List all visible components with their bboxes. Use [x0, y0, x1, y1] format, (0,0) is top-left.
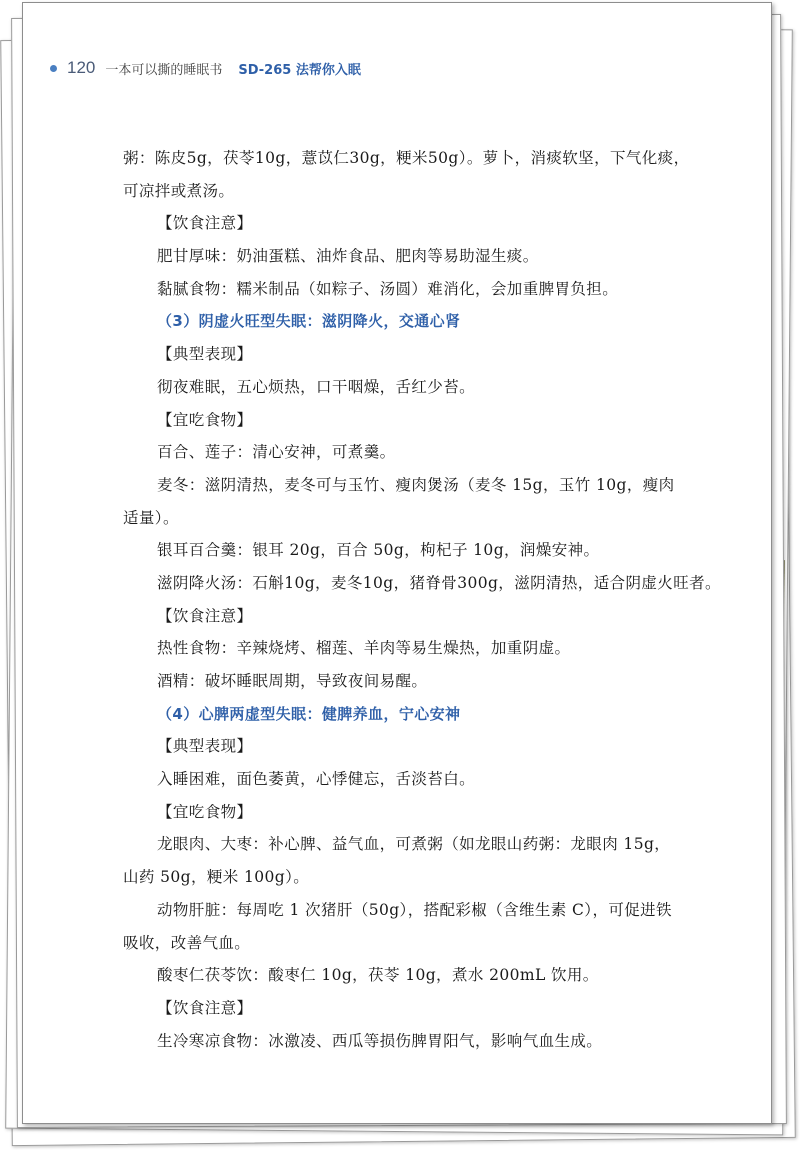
text-line: 滋阴降火汤：石斛10g，麦冬10g，猪脊骨300g，滋阴清热，适合阴虚火旺者。 [157, 573, 721, 592]
subsection-label: 【宜吃食物】 [157, 410, 253, 429]
subsection-label: 【饮食注意】 [157, 998, 253, 1017]
header-bullet-icon [50, 65, 57, 72]
section-heading: （3）阴虚火旺型失眠：滋阴降火，交通心肾 [157, 312, 461, 331]
text-line: 粥：陈皮5g，茯苓10g，薏苡仁30g，粳米50g）。萝卜，消痰软坚，下气化痰， [123, 149, 690, 167]
text-line: 麦冬：滋阴清热，麦冬可与玉竹、瘦肉煲汤（麦冬 15g，玉竹 10g，瘦肉 [157, 475, 675, 494]
text-line: 肥甘厚味：奶油蛋糕、油炸食品、肥肉等易助湿生痰。 [157, 247, 539, 266]
text-line: 龙眼肉、大枣：补心脾、益气血，可煮粥（如龙眼山药粥：龙眼肉 15g， [157, 835, 671, 854]
text-line: 可凉拌或煮汤。 [123, 181, 235, 200]
text-line: 山药 50g，粳米 100g）。 [123, 868, 310, 887]
text-line: 酸枣仁茯苓饮：酸枣仁 10g，茯苓 10g，煮水 200mL 饮用。 [157, 966, 599, 985]
running-header [50, 57, 361, 79]
text-line: 彻夜难眠，五心烦热，口干咽燥，舌红少苔。 [157, 377, 476, 396]
text-line: 酒精：破坏睡眠周期，导致夜间易醒。 [157, 672, 428, 690]
series-title: SD-265 法帮你入眠 [238, 62, 361, 78]
text-line: 百合、莲子：清心安神，可煮羹。 [157, 443, 396, 462]
subsection-label: 【饮食注意】 [157, 214, 253, 233]
book-title: 一本可以撕的睡眠书 [105, 62, 223, 78]
text-line: 生冷寒凉食物：冰激凌、西瓜等损伤脾胃阳气，影响气血生成。 [157, 1031, 603, 1050]
text-line: 银耳百合羹：银耳 20g，百合 50g，枸杞子 10g，润燥安神。 [157, 541, 600, 560]
page-number: 120 [67, 58, 96, 77]
text-line: 入睡困难，面色萎黄，心悸健忘，舌淡苔白。 [157, 770, 476, 789]
text-line: 动物肝脏：每周吃 1 次猪肝（50g），搭配彩椒（含维生素 C），可促进铁 [157, 900, 672, 919]
subsection-label: 【宜吃食物】 [157, 802, 253, 821]
text-line: 黏腻食物：糯米制品（如粽子、汤圆）难消化，会加重脾胃负担。 [157, 279, 619, 298]
subsection-label: 【典型表现】 [157, 737, 253, 756]
text-line: 热性食物：辛辣烧烤、榴莲、羊肉等易生燥热，加重阴虚。 [157, 639, 571, 658]
subsection-label: 【饮食注意】 [157, 606, 253, 625]
text-line: 适量）。 [123, 508, 179, 527]
section-heading: （4）心脾两虚型失眠：健脾养血，宁心安神 [157, 704, 461, 723]
page-body-text [123, 142, 723, 1057]
subsection-label: 【典型表现】 [157, 345, 253, 364]
text-line: 吸收，改善气血。 [123, 933, 251, 952]
